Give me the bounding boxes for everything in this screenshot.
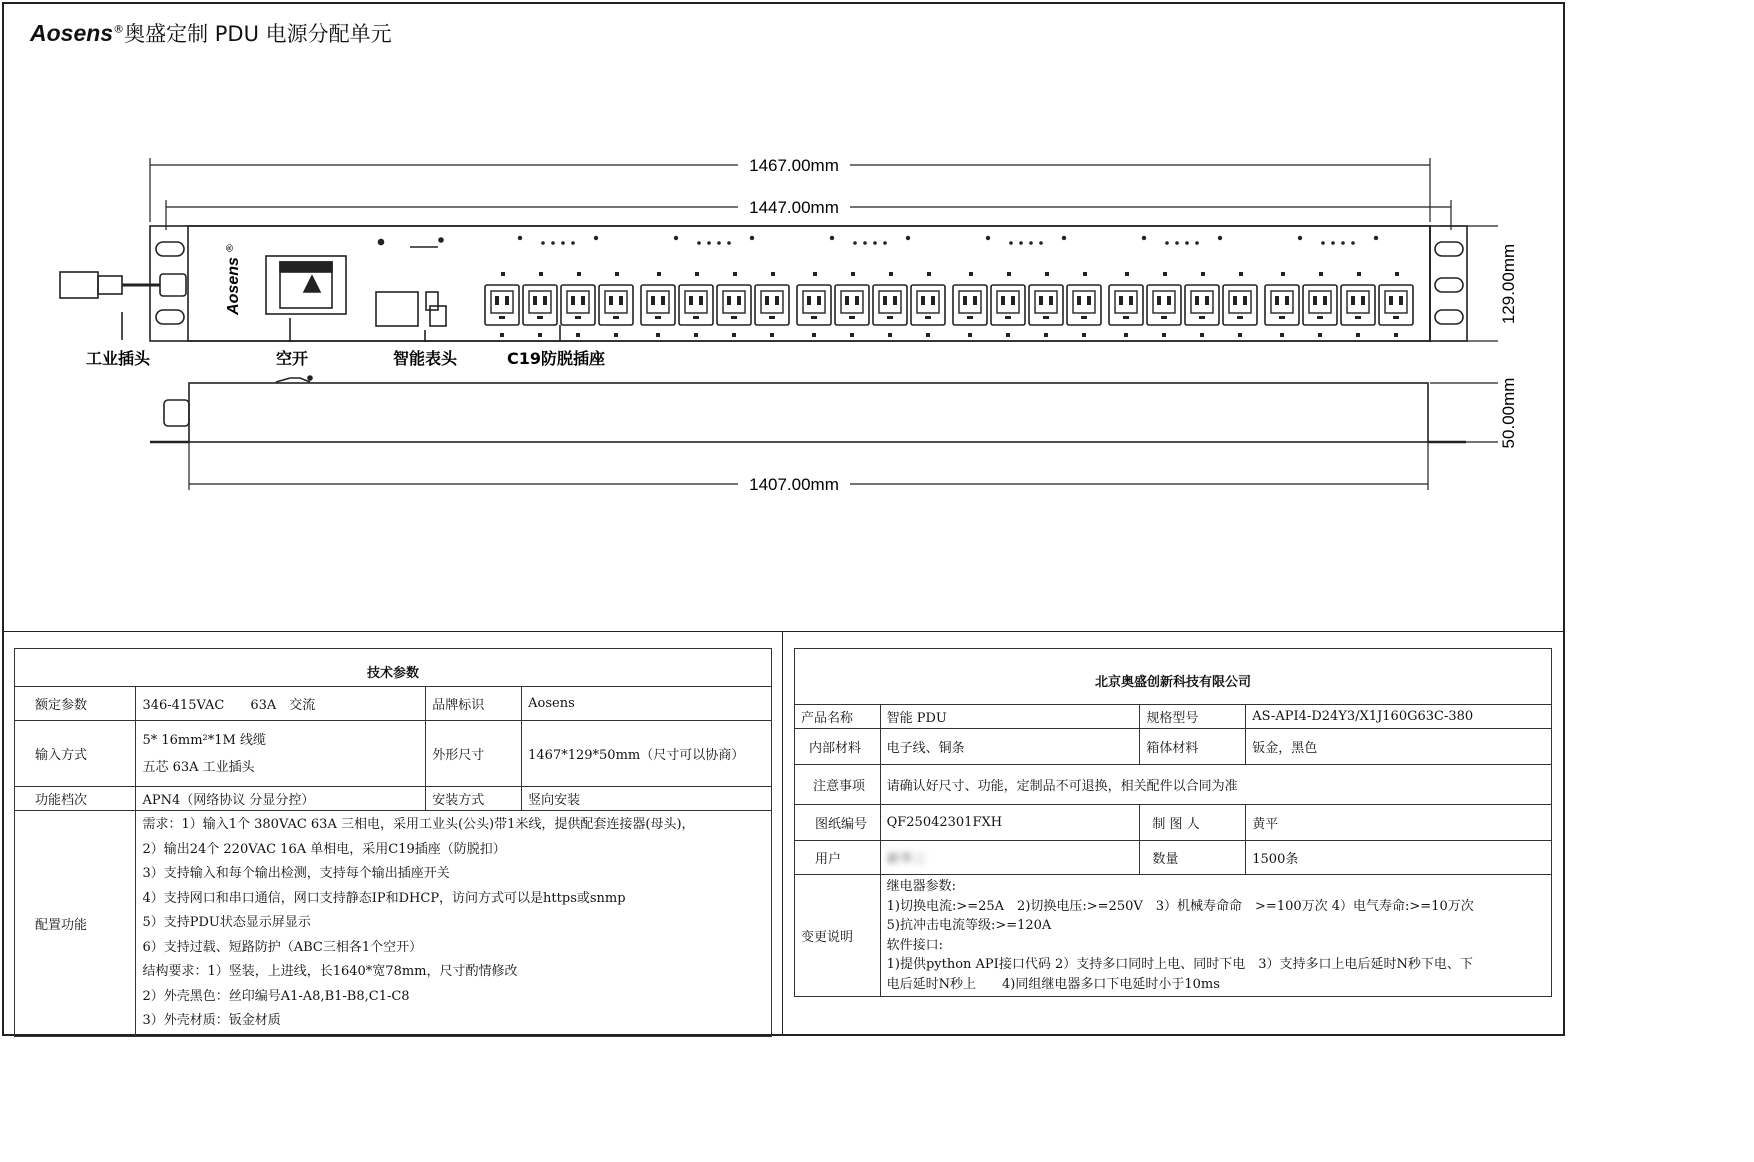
side-breaker-pin xyxy=(308,376,312,380)
socket-switch-mark xyxy=(1239,272,1243,276)
c19-latch xyxy=(693,316,699,319)
c19-pin xyxy=(699,296,703,305)
indicator-led xyxy=(1062,236,1066,240)
socket-switch-mark xyxy=(733,272,737,276)
brand-value: Aosens xyxy=(522,687,772,721)
meter-dot xyxy=(439,238,443,242)
c19-pin xyxy=(1323,296,1327,305)
title-brand: Aosens xyxy=(30,20,114,46)
meter-display xyxy=(376,292,418,326)
socket-switch-mark xyxy=(539,272,543,276)
industrial-plug-neck xyxy=(98,276,122,294)
drafter-value: 黄平 xyxy=(1246,805,1552,841)
line-item: 5)抗冲击电流等级:>=120A xyxy=(886,918,1052,933)
note-label: 注意事项 xyxy=(795,765,881,805)
c19-socket-face xyxy=(879,291,901,313)
socket-label-mark xyxy=(812,333,816,337)
c19-latch xyxy=(1043,316,1049,319)
c19-pin xyxy=(775,296,779,305)
indicator-led xyxy=(674,236,678,240)
dim-mount-label: 1447.00mm xyxy=(749,198,839,217)
user-label: 用户 xyxy=(795,841,881,875)
status-dot xyxy=(1175,241,1179,245)
c19-socket-face xyxy=(491,291,513,313)
company-table xyxy=(794,648,1552,997)
status-dot xyxy=(1019,241,1023,245)
c19-socket-face xyxy=(685,291,707,313)
status-dot xyxy=(561,241,565,245)
c19-socket-face xyxy=(1309,291,1331,313)
company-title: 北京奥盛创新科技有限公司 xyxy=(795,649,1552,705)
mount-slot xyxy=(1435,242,1463,256)
c19-socket-face xyxy=(605,291,627,313)
indicator-led xyxy=(906,236,910,240)
line-item: 4）支持网口和串口通信，网口支持静态IP和DHCP，访问方式可以是https或snmp xyxy=(142,890,626,906)
c19-latch xyxy=(1393,316,1399,319)
c19-pin xyxy=(1077,296,1081,305)
c19-pin xyxy=(1129,296,1133,305)
line-item: 1)提供python API接口代码 2）支持多口同时上电、同时下电 3）支持多口上电后延时N秒下电、下 xyxy=(886,957,1473,972)
c19-pin xyxy=(609,296,613,305)
c19-pin xyxy=(1119,296,1123,305)
c19-pin xyxy=(855,296,859,305)
front-panel xyxy=(150,226,1430,341)
socket-switch-mark xyxy=(577,272,581,276)
change-label: 变更说明 xyxy=(795,875,881,997)
c19-pin xyxy=(883,296,887,305)
c19-socket-face xyxy=(1229,291,1251,313)
case-label: 箱体材料 xyxy=(1140,729,1246,765)
c19-latch xyxy=(967,316,973,319)
indicator-led xyxy=(518,236,522,240)
socket-switch-mark xyxy=(501,272,505,276)
c19-latch xyxy=(1237,316,1243,319)
c19-pin xyxy=(1285,296,1289,305)
material-value: 电子线、铜条 xyxy=(880,729,1140,765)
line-item: 结构要求：1）竖装，上进线，长1640*宽78mm，尺寸酌情修改 xyxy=(142,964,518,979)
rated-label: 额定参数 xyxy=(15,687,136,721)
socket-switch-mark xyxy=(615,272,619,276)
c19-socket-face xyxy=(1385,291,1407,313)
horizontal-divider xyxy=(2,631,1565,632)
indicator-led xyxy=(830,236,834,240)
c19-pin xyxy=(1039,296,1043,305)
indicator-led xyxy=(594,236,598,240)
tech-params-table xyxy=(14,648,772,1037)
status-dot xyxy=(1009,241,1013,245)
qty-label: 数量 xyxy=(1140,841,1246,875)
mount-label: 安装方式 xyxy=(426,787,522,811)
title-reg-mark: ® xyxy=(113,22,125,36)
status-dot xyxy=(571,241,575,245)
c19-socket-face xyxy=(1191,291,1213,313)
c19-latch xyxy=(731,316,737,319)
c19-pin xyxy=(1275,296,1279,305)
socket-label-mark xyxy=(656,333,660,337)
side-cable-gland xyxy=(164,400,189,426)
side-body xyxy=(189,383,1428,442)
c19-socket-face xyxy=(841,291,863,313)
c19-pin xyxy=(1087,296,1091,305)
label-breaker: 空开 xyxy=(275,349,309,368)
c19-pin xyxy=(1313,296,1317,305)
mount-slot xyxy=(156,242,184,256)
c19-socket-face xyxy=(959,291,981,313)
line-item: 电后延时N秒上 4)同组继电器多口下电延时小于10ms xyxy=(886,976,1220,992)
size-label: 外形尺寸 xyxy=(426,721,522,787)
c19-pin xyxy=(1049,296,1053,305)
socket-switch-mark xyxy=(1395,272,1399,276)
vertical-divider xyxy=(782,632,783,1036)
case-value: 钣金，黑色 xyxy=(1246,729,1552,765)
socket-label-mark xyxy=(888,333,892,337)
c19-socket-face xyxy=(1153,291,1175,313)
c19-pin xyxy=(1243,296,1247,305)
c19-latch xyxy=(1005,316,1011,319)
dim-body-label: 1407.00mm xyxy=(749,475,839,494)
status-dot xyxy=(707,241,711,245)
status-dot xyxy=(853,241,857,245)
socket-label-mark xyxy=(576,333,580,337)
c19-pin xyxy=(505,296,509,305)
front-panel-inner xyxy=(188,226,1430,341)
indicator-led xyxy=(1218,236,1222,240)
socket-switch-mark xyxy=(927,272,931,276)
note-value: 请确认好尺寸、功能，定制品不可退换，相关配件以合同为准 xyxy=(880,765,1551,805)
line-item: 3）外壳材质：钣金材质 xyxy=(142,1013,281,1028)
c19-latch xyxy=(613,316,619,319)
socket-switch-mark xyxy=(969,272,973,276)
indicator-led xyxy=(1374,236,1378,240)
status-dot xyxy=(1351,241,1355,245)
user-value: 新华三 xyxy=(880,841,1140,875)
socket-switch-mark xyxy=(1319,272,1323,276)
mount-slot xyxy=(156,310,184,324)
c19-pin xyxy=(661,296,665,305)
drawing-no-value: QF25042301FXH xyxy=(880,805,1140,841)
func-label: 功能档次 xyxy=(15,787,136,811)
input-line-2: 五芯 63A 工业插头 xyxy=(142,759,255,775)
size-value: 1467*129*50mm（尺寸可以协商） xyxy=(522,721,772,787)
status-dot xyxy=(1321,241,1325,245)
socket-label-mark xyxy=(500,333,504,337)
c19-socket-face xyxy=(761,291,783,313)
c19-latch xyxy=(655,316,661,319)
c19-latch xyxy=(1161,316,1167,319)
c19-socket-face xyxy=(529,291,551,313)
c19-socket-face xyxy=(997,291,1019,313)
c19-latch xyxy=(1279,316,1285,319)
indicator-led xyxy=(986,236,990,240)
socket-switch-mark xyxy=(1281,272,1285,276)
line-item: 2）输出24个 220VAC 16A 单相电，采用C19插座（防脱扣） xyxy=(142,841,506,857)
status-dot xyxy=(1039,241,1043,245)
change-lines xyxy=(880,875,1551,997)
socket-label-mark xyxy=(1200,333,1204,337)
socket-label-mark xyxy=(1318,333,1322,337)
input-value xyxy=(136,721,426,787)
socket-label-mark xyxy=(1044,333,1048,337)
socket-switch-mark xyxy=(1007,272,1011,276)
socket-switch-mark xyxy=(695,272,699,276)
material-label: 内部材料 xyxy=(795,729,881,765)
line-item: 继电器参数: xyxy=(886,879,956,894)
c19-pin xyxy=(1195,296,1199,305)
c19-pin xyxy=(1233,296,1237,305)
line-item: 5）支持PDU状态显示屏显示 xyxy=(142,915,311,930)
c19-latch xyxy=(1123,316,1129,319)
drawing-no-label: 图纸编号 xyxy=(795,805,881,841)
c19-pin xyxy=(893,296,897,305)
socket-label-mark xyxy=(968,333,972,337)
socket-switch-mark xyxy=(1163,272,1167,276)
c19-socket-face xyxy=(803,291,825,313)
c19-pin xyxy=(651,296,655,305)
c19-latch xyxy=(1081,316,1087,319)
status-dot xyxy=(1331,241,1335,245)
c19-pin xyxy=(495,296,499,305)
c19-pin xyxy=(845,296,849,305)
drafter-label: 制 图 人 xyxy=(1140,805,1246,841)
c19-socket-face xyxy=(723,291,745,313)
c19-latch xyxy=(1199,316,1205,319)
c19-pin xyxy=(921,296,925,305)
c19-pin xyxy=(689,296,693,305)
panel-brand: Aosens xyxy=(225,257,242,315)
rated-value: 346-415VAC 63A 交流 xyxy=(136,687,426,721)
socket-label-mark xyxy=(850,333,854,337)
line-item: 2）外壳黑色：丝印编号A1-A8,B1-B8,C1-C8 xyxy=(142,988,410,1004)
brand-label: 品牌标识 xyxy=(426,687,522,721)
c19-pin xyxy=(581,296,585,305)
model-value: AS-API4-D24Y3/X1J160G63C-380 xyxy=(1246,705,1552,729)
socket-label-mark xyxy=(926,333,930,337)
socket-groups xyxy=(485,236,1413,337)
socket-label-mark xyxy=(1124,333,1128,337)
c19-pin xyxy=(619,296,623,305)
c19-pin xyxy=(1205,296,1209,305)
c19-pin xyxy=(1001,296,1005,305)
c19-pin xyxy=(807,296,811,305)
label-socket: C19防脱插座 xyxy=(506,349,606,368)
pdu-drawing xyxy=(0,0,1568,631)
socket-switch-mark xyxy=(813,272,817,276)
indicator-led xyxy=(750,236,754,240)
c19-latch xyxy=(769,316,775,319)
config-label: 配置功能 xyxy=(15,811,136,1037)
c19-pin xyxy=(543,296,547,305)
socket-label-mark xyxy=(694,333,698,337)
c19-latch xyxy=(1355,316,1361,319)
status-dot xyxy=(863,241,867,245)
c19-latch xyxy=(1317,316,1323,319)
mount-slot xyxy=(1435,310,1463,324)
socket-switch-mark xyxy=(889,272,893,276)
socket-switch-mark xyxy=(1045,272,1049,276)
qty-value: 1500条 xyxy=(1246,841,1552,875)
dim-overall-label: 1467.00mm xyxy=(749,156,839,175)
line-item: 3）支持输入和每个输出检测，支持每个输出插座开关 xyxy=(142,866,450,881)
indicator-led xyxy=(1298,236,1302,240)
socket-switch-mark xyxy=(1357,272,1361,276)
c19-pin xyxy=(571,296,575,305)
tech-title: 技术参数 xyxy=(15,649,772,687)
status-dot xyxy=(697,241,701,245)
status-dot xyxy=(551,241,555,245)
product-value: 智能 PDU xyxy=(880,705,1140,729)
socket-label-mark xyxy=(1082,333,1086,337)
socket-label-mark xyxy=(538,333,542,337)
c19-pin xyxy=(765,296,769,305)
status-dot xyxy=(717,241,721,245)
c19-latch xyxy=(811,316,817,319)
breaker-arrow xyxy=(304,276,320,292)
mount-value: 竖向安装 xyxy=(522,787,772,811)
c19-pin xyxy=(1389,296,1393,305)
status-dot xyxy=(1341,241,1345,245)
line-item: 6）支持过载、短路防护（ABC三相各1个空开） xyxy=(142,939,423,955)
meter-port xyxy=(426,292,438,310)
c19-pin xyxy=(1351,296,1355,305)
socket-label-mark xyxy=(1162,333,1166,337)
status-dot xyxy=(873,241,877,245)
c19-pin xyxy=(963,296,967,305)
label-meter: 智能表头 xyxy=(392,349,458,368)
cable-gland xyxy=(160,274,186,296)
status-dot xyxy=(1165,241,1169,245)
meter-indicator xyxy=(379,240,384,245)
product-label: 产品名称 xyxy=(795,705,881,729)
c19-latch xyxy=(537,316,543,319)
model-label: 规格型号 xyxy=(1140,705,1246,729)
c19-pin xyxy=(737,296,741,305)
socket-switch-mark xyxy=(1125,272,1129,276)
title-subtitle: 奥盛定制 PDU 电源分配单元 xyxy=(124,22,392,46)
status-dot xyxy=(1029,241,1033,245)
c19-pin xyxy=(1011,296,1015,305)
socket-label-mark xyxy=(1280,333,1284,337)
industrial-plug-body xyxy=(60,272,98,298)
socket-switch-mark xyxy=(771,272,775,276)
dim-height-label: 129.00mm xyxy=(1499,243,1518,325)
c19-latch xyxy=(499,316,505,319)
socket-label-mark xyxy=(614,333,618,337)
c19-pin xyxy=(533,296,537,305)
status-dot xyxy=(727,241,731,245)
c19-pin xyxy=(1167,296,1171,305)
socket-label-mark xyxy=(1238,333,1242,337)
label-plug: 工业插头 xyxy=(85,349,151,368)
c19-socket-face xyxy=(917,291,939,313)
c19-socket-face xyxy=(1271,291,1293,313)
c19-latch xyxy=(849,316,855,319)
c19-socket-face xyxy=(1347,291,1369,313)
mount-slot xyxy=(1435,278,1463,292)
status-dot xyxy=(1195,241,1199,245)
input-line-1: 5* 16mm²*1M 线缆 xyxy=(142,732,266,748)
func-value: APN4（网络协议 分显分控） xyxy=(136,787,426,811)
status-dot xyxy=(883,241,887,245)
line-item: 需求：1）输入1个 380VAC 63A 三相电，采用工业头(公头)带1米线，提供配套连接器(母头)， xyxy=(142,817,695,832)
c19-socket-face xyxy=(1035,291,1057,313)
c19-pin xyxy=(973,296,977,305)
c19-latch xyxy=(925,316,931,319)
c19-socket-face xyxy=(647,291,669,313)
dim-depth-label: 50.00mm xyxy=(1499,377,1518,449)
socket-label-mark xyxy=(1006,333,1010,337)
c19-pin xyxy=(817,296,821,305)
socket-switch-mark xyxy=(1083,272,1087,276)
socket-switch-mark xyxy=(851,272,855,276)
side-breaker-handle xyxy=(276,378,310,382)
config-lines xyxy=(136,811,772,1037)
status-dot xyxy=(1185,241,1189,245)
breaker-cap xyxy=(280,262,332,272)
panel-reg-mark: ® xyxy=(225,243,236,253)
c19-socket-face xyxy=(1115,291,1137,313)
c19-pin xyxy=(1361,296,1365,305)
socket-label-mark xyxy=(1394,333,1398,337)
c19-pin xyxy=(931,296,935,305)
input-label: 输入方式 xyxy=(15,721,136,787)
c19-pin xyxy=(1157,296,1161,305)
c19-socket-face xyxy=(1073,291,1095,313)
c19-socket-face xyxy=(567,291,589,313)
line-item: 软件接口: xyxy=(886,937,943,953)
line-item: 1)切换电流:>=25A 2)切换电压:>=250V 3）机械寿命命 >=100万次 4）电气寿命:>=10万次 xyxy=(886,898,1474,914)
c19-latch xyxy=(575,316,581,319)
socket-switch-mark xyxy=(1201,272,1205,276)
c19-pin xyxy=(1399,296,1403,305)
indicator-led xyxy=(1142,236,1146,240)
c19-latch xyxy=(887,316,893,319)
c19-pin xyxy=(727,296,731,305)
socket-switch-mark xyxy=(657,272,661,276)
socket-label-mark xyxy=(732,333,736,337)
socket-label-mark xyxy=(1356,333,1360,337)
status-dot xyxy=(541,241,545,245)
socket-label-mark xyxy=(770,333,774,337)
